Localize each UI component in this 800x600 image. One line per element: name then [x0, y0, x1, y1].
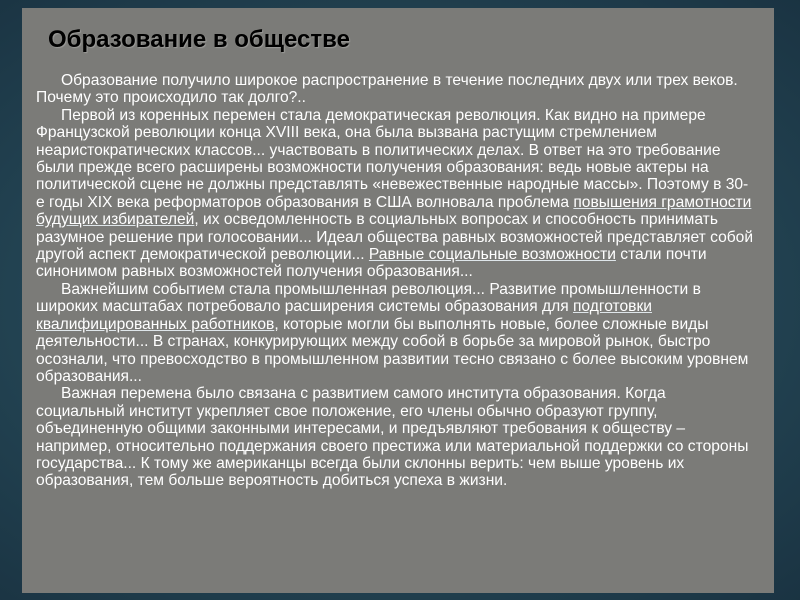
paragraph: [36, 385, 756, 489]
text-run: Важнейшим событием стала промышленная революция... Развитие промышленности в широких масштабах потребовало расширения системы образования для: [36, 280, 701, 316]
inline-link[interactable]: Равные социальные возможности: [368, 246, 616, 264]
text-run: стали почти синонимом равных возможностей получения образования...: [36, 246, 707, 281]
text-run: Важная перемена было связана с развитием самого института образования. Когда социальный институт укрепляет свое положение, его члены обычно образуют группу, объединенную общими законными интересами, и предъявляют требования к обществу – например, относительно поддержания своего престижа или материальной поддержки со стороны государства... К тому же американцы всегда были склонны верить: чем выше уровень их образования, тем больше вероятность добиться успеха в жизни.: [36, 385, 749, 490]
paragraph: [36, 107, 756, 281]
slide-title: Образование в обществе: [48, 26, 350, 53]
paragraph: [36, 281, 756, 385]
text-run: , которые могли бы выполнять новые, более сложные виды деятельности... В странах, конкурирующих между собой в борьбе за мировой рынок, быстро осознали, что превосходство в промышленном развитии тесно связано с более высоким уровнем образования...: [36, 315, 749, 385]
text-run: , их осведомленность в социальных вопросах и способность принимать разумное решение при голосовании... Идеал общества равных возможностей представляет собой другой аспект демократической революции...: [36, 211, 754, 264]
paragraph: [36, 72, 756, 107]
inline-link[interactable]: повышения грамотности будущих избирателей: [36, 193, 752, 229]
text-run: Образование получило широкое распространение в течение последних двух или трех веков. Почему это происходило так долго?..: [36, 72, 738, 107]
text-run: Первой из коренных перемен стала демократическая революция. Как видно на примере Французской революции конца XVIII века, она была вызвана растущим стремлением неаристократических классов... участвовать в политических делах. В ответ на это требование были прежде всего расширены возможности получения образования: ведь новые актеры на политической сцене не должны представлять «невежественные народные массы». Поэтому в 30-е годы XIX века реформаторов образования в США волновала проблема: [36, 106, 749, 211]
inline-link[interactable]: подготовки квалифицированных работников: [36, 298, 652, 333]
body-text: [36, 72, 756, 490]
